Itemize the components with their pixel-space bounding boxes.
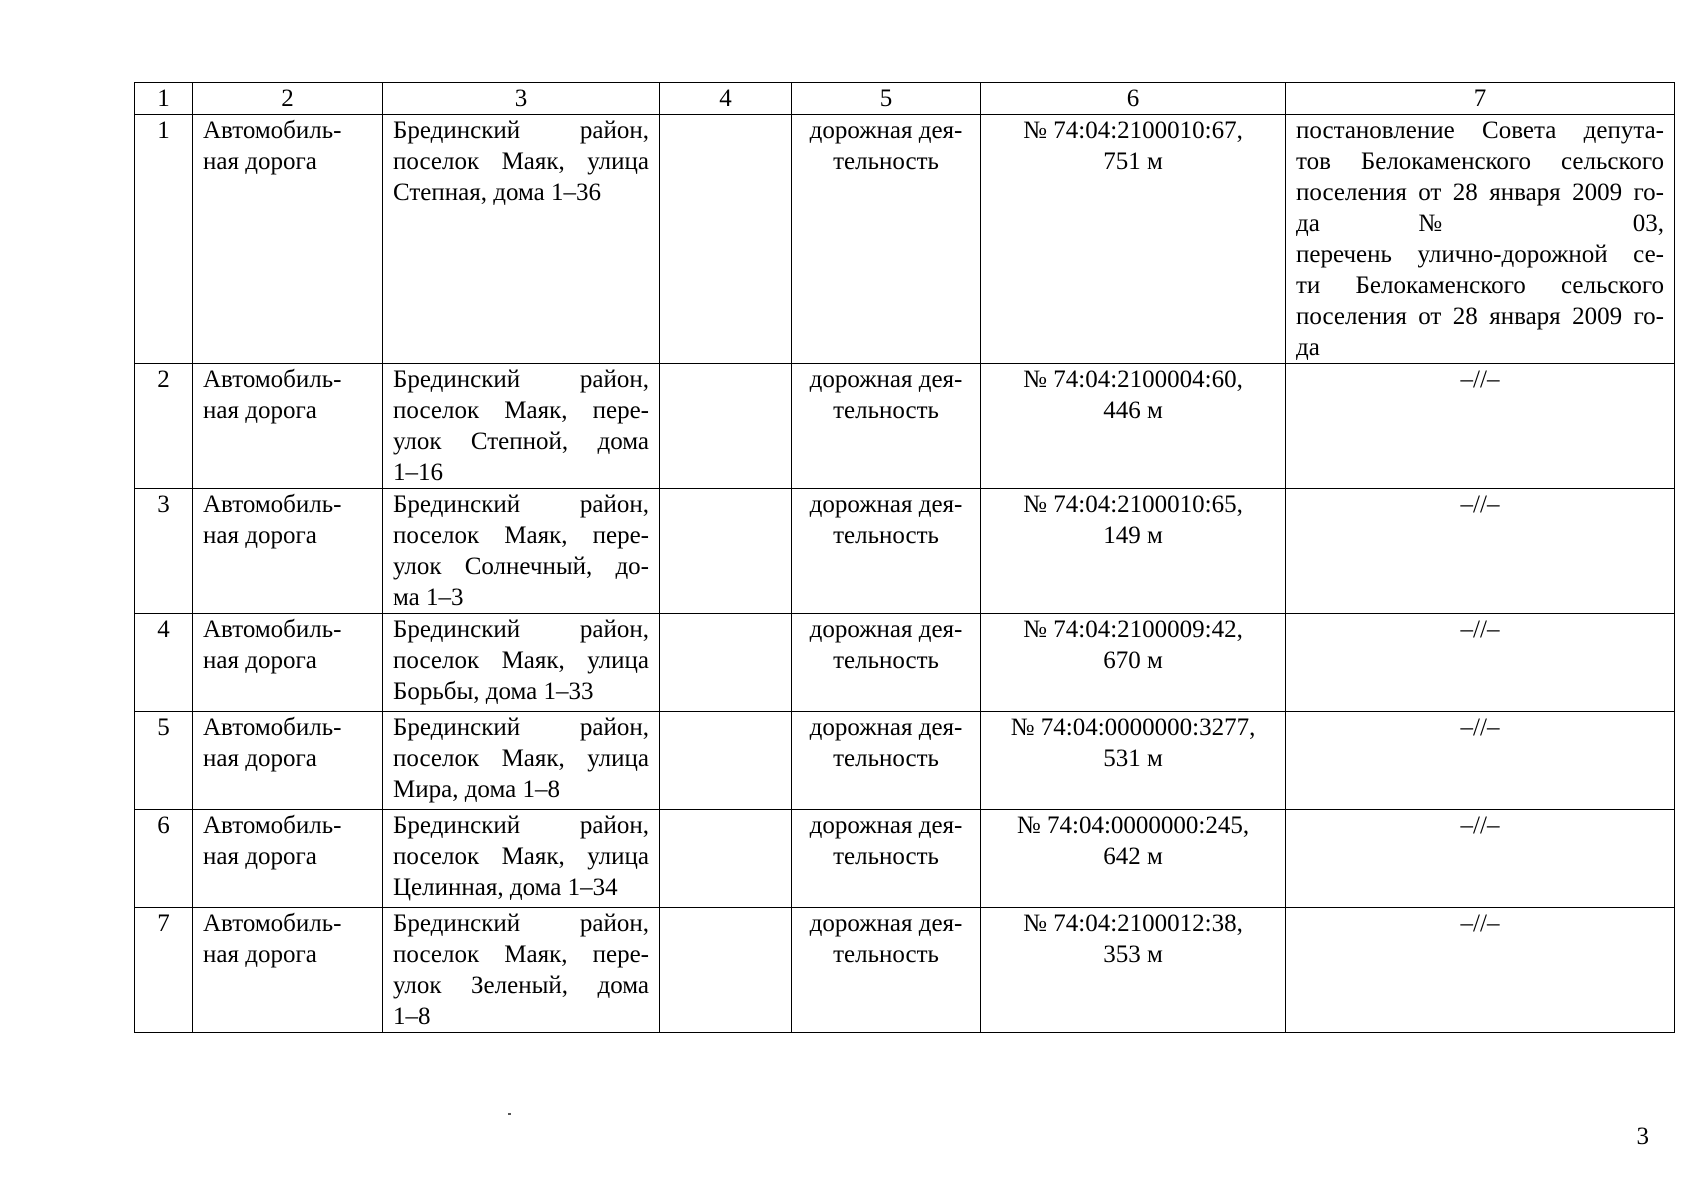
address-line: Брединский район, (393, 910, 649, 937)
legal-basis-line: –//– (1460, 616, 1500, 643)
address-cell (383, 614, 660, 712)
table-row (135, 364, 1675, 489)
empty-cell (660, 614, 792, 712)
address-line: поселок Маяк, улица (393, 148, 649, 175)
legal-basis-line: да № 03, (1296, 210, 1664, 237)
empty-cell (660, 489, 792, 614)
address-line: Брединский район, (393, 117, 649, 144)
address-line: 1–8 (393, 1003, 431, 1030)
row-number-cell: 2 (135, 364, 193, 489)
table-row (135, 115, 1675, 364)
address-line: Брединский район, (393, 491, 649, 518)
address-line: Целинная, дома 1–34 (393, 874, 618, 901)
table-row (135, 614, 1675, 712)
column-number-header: 3 (383, 83, 660, 115)
table-row (135, 712, 1675, 810)
address-line: поселок Маяк, улица (393, 647, 649, 674)
address-line: Мира, дома 1–8 (393, 776, 560, 803)
legal-basis-line: перечень улично-дорожной се- (1296, 241, 1664, 268)
column-number-header: 4 (660, 83, 792, 115)
legal-basis-cell (1286, 489, 1675, 614)
cadastral-number-cell: № 74:04:2100010:65, 149 м (981, 489, 1286, 614)
purpose-cell: дорожная дея- тельность (792, 810, 981, 908)
legal-basis-line: поселения от 28 января 2009 го- (1296, 303, 1664, 330)
address-cell (383, 712, 660, 810)
empty-cell (660, 364, 792, 489)
cadastral-number-cell: № 74:04:2100009:42, 670 м (981, 614, 1286, 712)
object-name-cell: Автомобиль- ная дорога (193, 489, 383, 614)
row-number-cell: 5 (135, 712, 193, 810)
purpose-cell: дорожная дея- тельность (792, 364, 981, 489)
table-row (135, 489, 1675, 614)
scan-speck (508, 1113, 511, 1115)
legal-basis-line: –//– (1460, 366, 1500, 393)
address-line: Брединский район, (393, 714, 649, 741)
legal-basis-cell (1286, 115, 1675, 364)
column-number-header: 5 (792, 83, 981, 115)
address-cell (383, 115, 660, 364)
address-line: ма 1–3 (393, 584, 464, 611)
empty-cell (660, 712, 792, 810)
cadastral-number-cell: № 74:04:2100012:38, 353 м (981, 908, 1286, 1033)
address-line: улок Степной, дома (393, 428, 649, 455)
address-line: поселок Маяк, пере- (393, 522, 649, 549)
column-number-header: 2 (193, 83, 383, 115)
empty-cell (660, 115, 792, 364)
address-line: 1–16 (393, 459, 443, 486)
address-line: Борьбы, дома 1–33 (393, 678, 594, 705)
legal-basis-line: ти Белокаменского сельского (1296, 272, 1664, 299)
legal-basis-line: –//– (1460, 812, 1500, 839)
legal-basis-line: –//– (1460, 714, 1500, 741)
object-name-cell: Автомобиль- ная дорога (193, 712, 383, 810)
row-number-cell: 4 (135, 614, 193, 712)
legal-basis-cell (1286, 712, 1675, 810)
address-line: улок Солнечный, до- (393, 553, 649, 580)
cadastral-number-cell: № 74:04:0000000:245, 642 м (981, 810, 1286, 908)
legal-basis-line: –//– (1460, 491, 1500, 518)
table-row (135, 908, 1675, 1033)
column-number-header-row (135, 83, 1675, 115)
row-number-cell: 6 (135, 810, 193, 908)
address-line: поселок Маяк, пере- (393, 941, 649, 968)
address-cell (383, 489, 660, 614)
address-line: Брединский район, (393, 616, 649, 643)
purpose-cell: дорожная дея- тельность (792, 712, 981, 810)
cadastral-number-cell: № 74:04:0000000:3277, 531 м (981, 712, 1286, 810)
page-number: 3 (1636, 1123, 1649, 1150)
object-name-cell: Автомобиль- ная дорога (193, 364, 383, 489)
legal-basis-line: поселения от 28 января 2009 го- (1296, 179, 1664, 206)
registry-table (134, 82, 1675, 1033)
legal-basis-cell (1286, 364, 1675, 489)
object-name-cell: Автомобиль- ная дорога (193, 614, 383, 712)
legal-basis-line: тов Белокаменского сельского (1296, 148, 1664, 175)
address-line: Брединский район, (393, 812, 649, 839)
legal-basis-cell (1286, 810, 1675, 908)
object-name-cell: Автомобиль- ная дорога (193, 908, 383, 1033)
row-number-cell: 1 (135, 115, 193, 364)
address-line: Брединский район, (393, 366, 649, 393)
legal-basis-line: да (1296, 334, 1320, 361)
address-line: поселок Маяк, улица (393, 843, 649, 870)
legal-basis-cell (1286, 908, 1675, 1033)
legal-basis-cell (1286, 614, 1675, 712)
object-name-cell: Автомобиль- ная дорога (193, 810, 383, 908)
purpose-cell: дорожная дея- тельность (792, 489, 981, 614)
purpose-cell: дорожная дея- тельность (792, 614, 981, 712)
empty-cell (660, 810, 792, 908)
purpose-cell: дорожная дея- тельность (792, 908, 981, 1033)
address-line: поселок Маяк, улица (393, 745, 649, 772)
row-number-cell: 7 (135, 908, 193, 1033)
cadastral-number-cell: № 74:04:2100010:67, 751 м (981, 115, 1286, 364)
address-line: поселок Маяк, пере- (393, 397, 649, 424)
address-cell (383, 810, 660, 908)
legal-basis-line: –//– (1460, 910, 1500, 937)
table-row (135, 810, 1675, 908)
column-number-header: 7 (1286, 83, 1675, 115)
column-number-header: 6 (981, 83, 1286, 115)
object-name-cell: Автомобиль- ная дорога (193, 115, 383, 364)
purpose-cell: дорожная дея- тельность (792, 115, 981, 364)
address-cell (383, 364, 660, 489)
legal-basis-line: постановление Совета депута- (1296, 117, 1664, 144)
cadastral-number-cell: № 74:04:2100004:60, 446 м (981, 364, 1286, 489)
empty-cell (660, 908, 792, 1033)
column-number-header: 1 (135, 83, 193, 115)
address-line: Степная, дома 1–36 (393, 179, 601, 206)
address-line: улок Зеленый, дома (393, 972, 649, 999)
address-cell (383, 908, 660, 1033)
row-number-cell: 3 (135, 489, 193, 614)
